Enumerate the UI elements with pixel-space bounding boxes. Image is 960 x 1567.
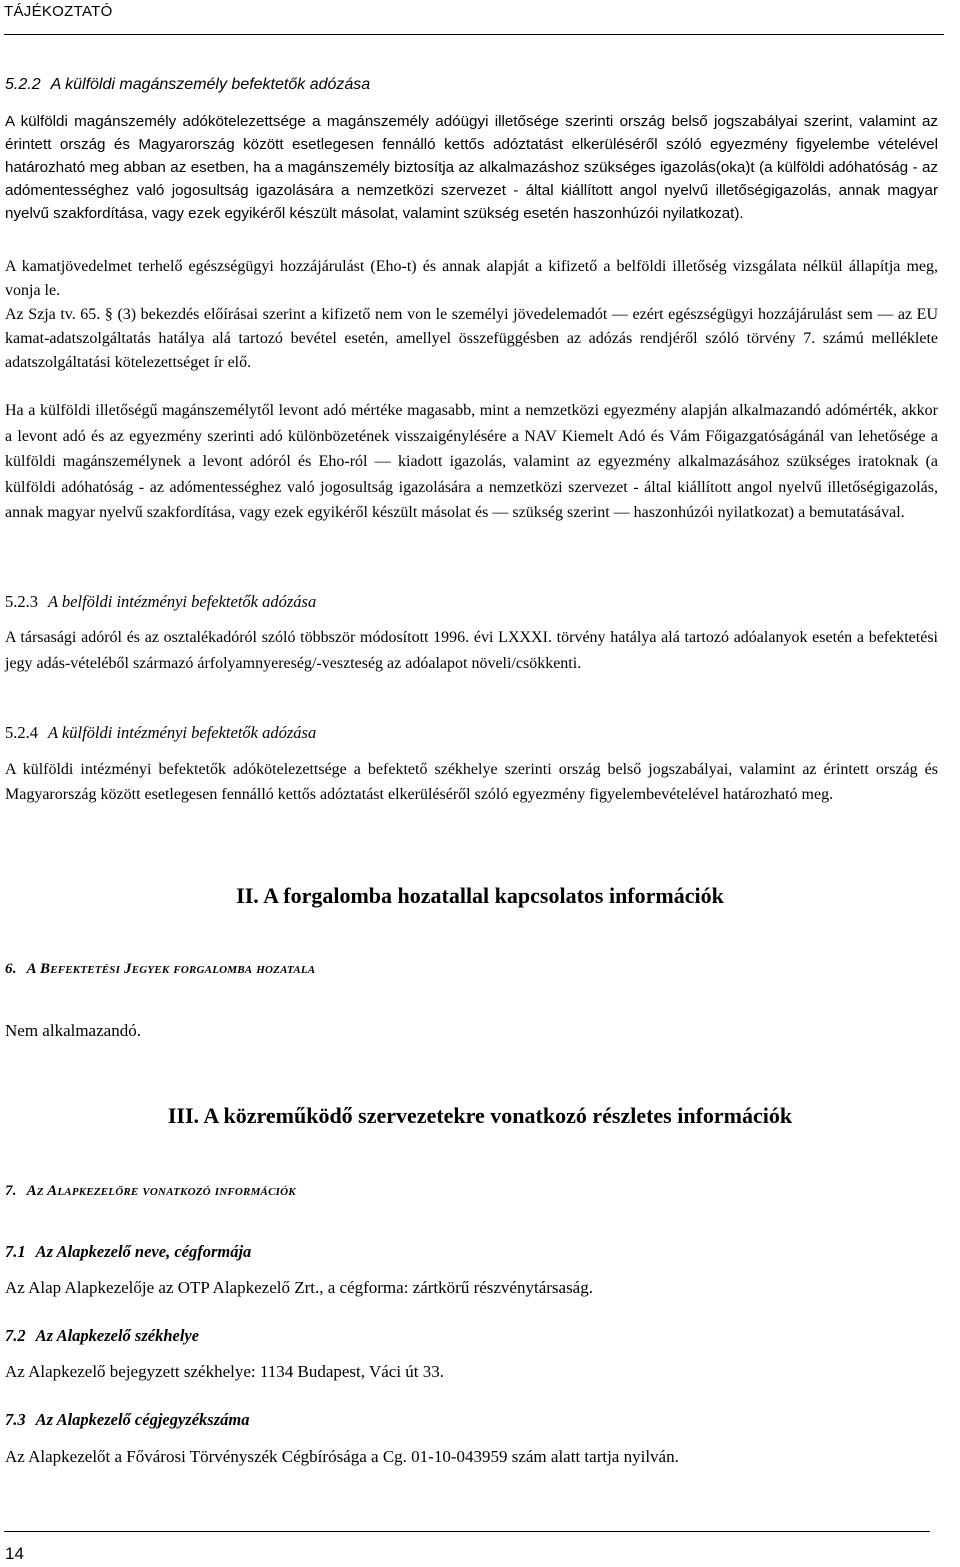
section-7-3-paragraph: Az Alapkezelőt a Fővárosi Törvényszék Cégbírósága a Cg. 01-10-043959 szám alatt tartja nyilván. bbox=[5, 1447, 679, 1466]
section-5-2-2-paragraph-2: A kamatjövedelmet terhelő egészségügyi hozzájárulást (Eho-t) és annak alapját a kifizető a belföldi illetőség vizsgálata nélkül állapítja meg, vonja le. bbox=[5, 258, 938, 299]
section-5-2-2-paragraph-1: A külföldi magánszemély adókötelezettsége a magánszemély adóügyi illetősége szerinti ország belső jogszabályai szerint, valamint az érintett ország és Magyarország között esetlegesen fennálló kettős adóztatást elkerüléséről szóló egyezmény figyelembe vételével határozható meg abban az esetben, ha a magánszemély biztosítja az alkalmazáshoz szükséges igazolás(oka)t (a külföldi adóhatóság - az adómentességhez való jogosultság igazolására a nemzetközi szervezet - által kiállított angol nyelvű illetőségigazolás, annak magyar nyelvű szakfordítása, vagy ezek egyikéről készült másolat, valamint szükség esetén haszonhúzói nyilatkozat). bbox=[5, 113, 938, 222]
section-number: 5.2.2 bbox=[5, 76, 41, 93]
section-7-1-heading bbox=[5, 1242, 938, 1262]
section-5-2-2-paragraph-4: Ha a külföldi illetőségű magánszemélytől levont adó mértéke magasabb, mint a nemzetközi egyezmény alapján alkalmazandó adómérték, akkor a levont adó és az egyezmény szerinti adó különbözetének visszaigénylésére a NAV Kiemelt Adó és Vám Főigazgatóságánál van lehetősége a külföldi magánszemélynek a levont adóról és Eho-ról — kiadott igazolás, valamint az egyezmény alkalmazásához szükséges iratoknak (a külföldi adóhatóság - az adómentességhez való jogosultság igazolására a nemzetközi szervezet - által kiállított angol nyelvű illetőségigazolás, annak magyar nyelvű szakfordítása, vagy ezek egyikéről készült másolat és — szükség szerint — haszonhúzói nyilatkozat) a bemutatásával. bbox=[5, 402, 938, 521]
section-number: 7. bbox=[5, 1183, 17, 1199]
section-title: A Befektetési Jegyek forgalomba hozatala bbox=[26, 961, 316, 977]
section-number: 7.1 bbox=[5, 1242, 26, 1261]
document-header: TÁJÉKOZTATÓ bbox=[4, 3, 113, 20]
section-number: 5.2.4 bbox=[5, 723, 38, 742]
section-title: Az Alapkezelő neve, cégformája bbox=[35, 1242, 252, 1261]
section-6-paragraph: Nem alkalmazandó. bbox=[5, 1021, 141, 1040]
section-7-2-paragraph: Az Alapkezelő bejegyzett székhelye: 1134 Budapest, Váci út 33. bbox=[5, 1362, 445, 1381]
section-title: Az Alapkezelő székhelye bbox=[35, 1326, 200, 1345]
section-5-2-4-paragraph: A külföldi intézményi befektetők adókötelezettsége a befektető székhelye szerinti ország belső jogszabályai, valamint az érintett ország és Magyarország között esetlegesen fennálló kettős adóztatást elkerüléséről szóló egyezmény figyelembevételével határozható meg. bbox=[5, 761, 938, 803]
page-number: 14 bbox=[5, 1544, 24, 1563]
section-number: 5.2.3 bbox=[5, 592, 38, 611]
part-iii-title: III. A közreműködő szervezetekre vonatkozó részletes információk bbox=[167, 1103, 793, 1128]
section-5-2-2-heading bbox=[5, 74, 938, 96]
section-6-heading bbox=[5, 961, 938, 978]
section-5-2-2-paragraph-3: Az Szja tv. 65. § (3) bekezdés előírásai szerint a kifizető nem von le személyi jövedelemadót — ezért egészségügyi hozzájárulást sem — az EU kamat-adatszolgáltatás hatálya alá tartozó bevétel esetén, amellyel összefüggésben az adózás rendjéről szóló törvény 7. számú melléklete adatszolgáltatási kötelezettséget ír elő. bbox=[5, 306, 938, 371]
header-divider bbox=[4, 34, 944, 35]
section-number: 7.2 bbox=[5, 1326, 26, 1345]
footer-divider bbox=[4, 1531, 930, 1532]
part-ii-title: II. A forgalomba hozatallal kapcsolatos információk bbox=[236, 883, 724, 908]
section-number: 7.3 bbox=[5, 1410, 26, 1429]
section-7-1-paragraph: Az Alap Alapkezelője az OTP Alapkezelő Zrt., a cégforma: zártkörű részvénytársaság. bbox=[5, 1278, 593, 1297]
section-5-2-3-heading bbox=[5, 591, 938, 613]
section-title: Az Alapkezelőre vonatkozó információk bbox=[26, 1183, 296, 1199]
section-7-3-heading bbox=[5, 1410, 938, 1430]
section-number: 6. bbox=[5, 961, 17, 977]
section-7-2-heading bbox=[5, 1326, 938, 1346]
section-7-heading bbox=[5, 1183, 938, 1200]
section-5-2-4-heading bbox=[5, 722, 938, 744]
section-title: Az Alapkezelő cégjegyzékszáma bbox=[35, 1410, 250, 1429]
section-title: A belföldi intézményi befektetők adózása bbox=[48, 592, 317, 611]
section-title: A külföldi magánszemély befektetők adózása bbox=[50, 76, 371, 93]
section-5-2-3-paragraph: A társasági adóról és az osztalékadóról szóló többször módosított 1996. évi LXXXI. törvény hatálya alá tartozó adóalanyok esetén a befektetési jegy adás-vételéből származó árfolyamnyereség/-veszteség az adóalapot növeli/csökkenti. bbox=[5, 629, 938, 672]
section-title: A külföldi intézményi befektetők adózása bbox=[48, 723, 317, 742]
